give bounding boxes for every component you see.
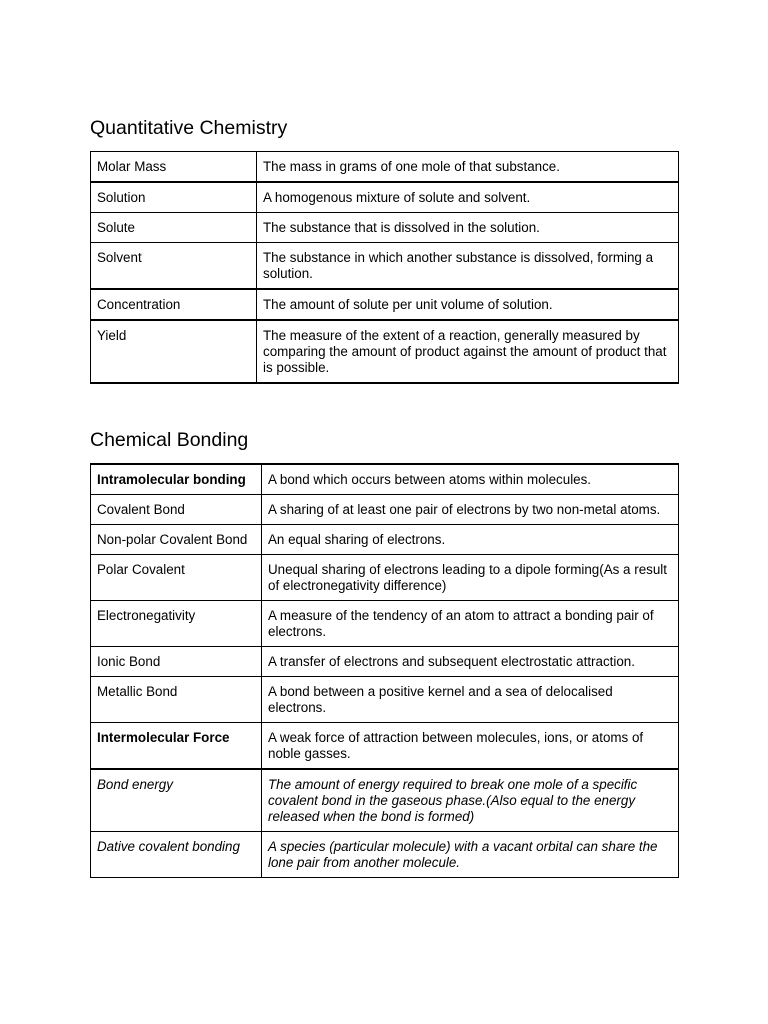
term-cell: Solvent [91,243,257,290]
term-cell: Metallic Bond [91,677,262,723]
table-row [91,320,679,383]
table-row [91,647,679,677]
definition-cell: A species (particular molecule) with a vacant orbital can share the lone pair from another molecule. [262,832,679,878]
term-cell: Intermolecular Force [91,723,262,770]
term-cell: Electronegativity [91,601,262,647]
table-row [91,289,679,320]
definition-cell: Unequal sharing of electrons leading to a dipole forming(As a result of electronegativity difference) [262,555,679,601]
term-cell: Molar Mass [91,152,257,183]
table-row [91,555,679,601]
table-row [91,525,679,555]
section-title-quantitative-chemistry: Quantitative Chemistry [90,117,288,139]
definition-cell: The substance that is dissolved in the solution. [257,213,679,243]
quantitative-chemistry-table [90,151,679,384]
table-row [91,769,679,832]
table-row [91,601,679,647]
table-row [91,213,679,243]
definition-cell: A sharing of at least one pair of electrons by two non-metal atoms. [262,495,679,525]
term-cell: Solute [91,213,257,243]
definition-cell: A weak force of attraction between molecules, ions, or atoms of noble gasses. [262,723,679,770]
term-cell: Concentration [91,289,257,320]
term-cell: Dative covalent bonding [91,832,262,878]
table-row [91,152,679,183]
definition-cell: The amount of energy required to break one mole of a specific covalent bond in the gaseous phase.(Also equal to the energy released when the bond is formed) [262,769,679,832]
definition-cell: A bond between a positive kernel and a sea of delocalised electrons. [262,677,679,723]
term-cell: Non-polar Covalent Bond [91,525,262,555]
chemical-bonding-table [90,463,679,878]
term-cell: Covalent Bond [91,495,262,525]
table-row [91,182,679,213]
definition-cell: The mass in grams of one mole of that substance. [257,152,679,183]
definition-cell: A transfer of electrons and subsequent electrostatic attraction. [262,647,679,677]
term-cell: Yield [91,320,257,383]
table-row [91,495,679,525]
table-row [91,243,679,290]
term-cell: Bond energy [91,769,262,832]
term-cell: Polar Covalent [91,555,262,601]
table-row [91,464,679,495]
definition-cell: A measure of the tendency of an atom to attract a bonding pair of electrons. [262,601,679,647]
table-row [91,677,679,723]
term-cell: Ionic Bond [91,647,262,677]
definition-cell: The measure of the extent of a reaction, generally measured by comparing the amount of product against the amount of product that is possible. [257,320,679,383]
definition-cell: The amount of solute per unit volume of solution. [257,289,679,320]
term-cell: Solution [91,182,257,213]
section-title-chemical-bonding: Chemical Bonding [90,429,249,451]
definition-cell: A homogenous mixture of solute and solvent. [257,182,679,213]
table-row [91,723,679,770]
table-row [91,832,679,878]
definition-cell: A bond which occurs between atoms within molecules. [262,464,679,495]
term-cell: Intramolecular bonding [91,464,262,495]
definition-cell: The substance in which another substance is dissolved, forming a solution. [257,243,679,290]
definition-cell: An equal sharing of electrons. [262,525,679,555]
